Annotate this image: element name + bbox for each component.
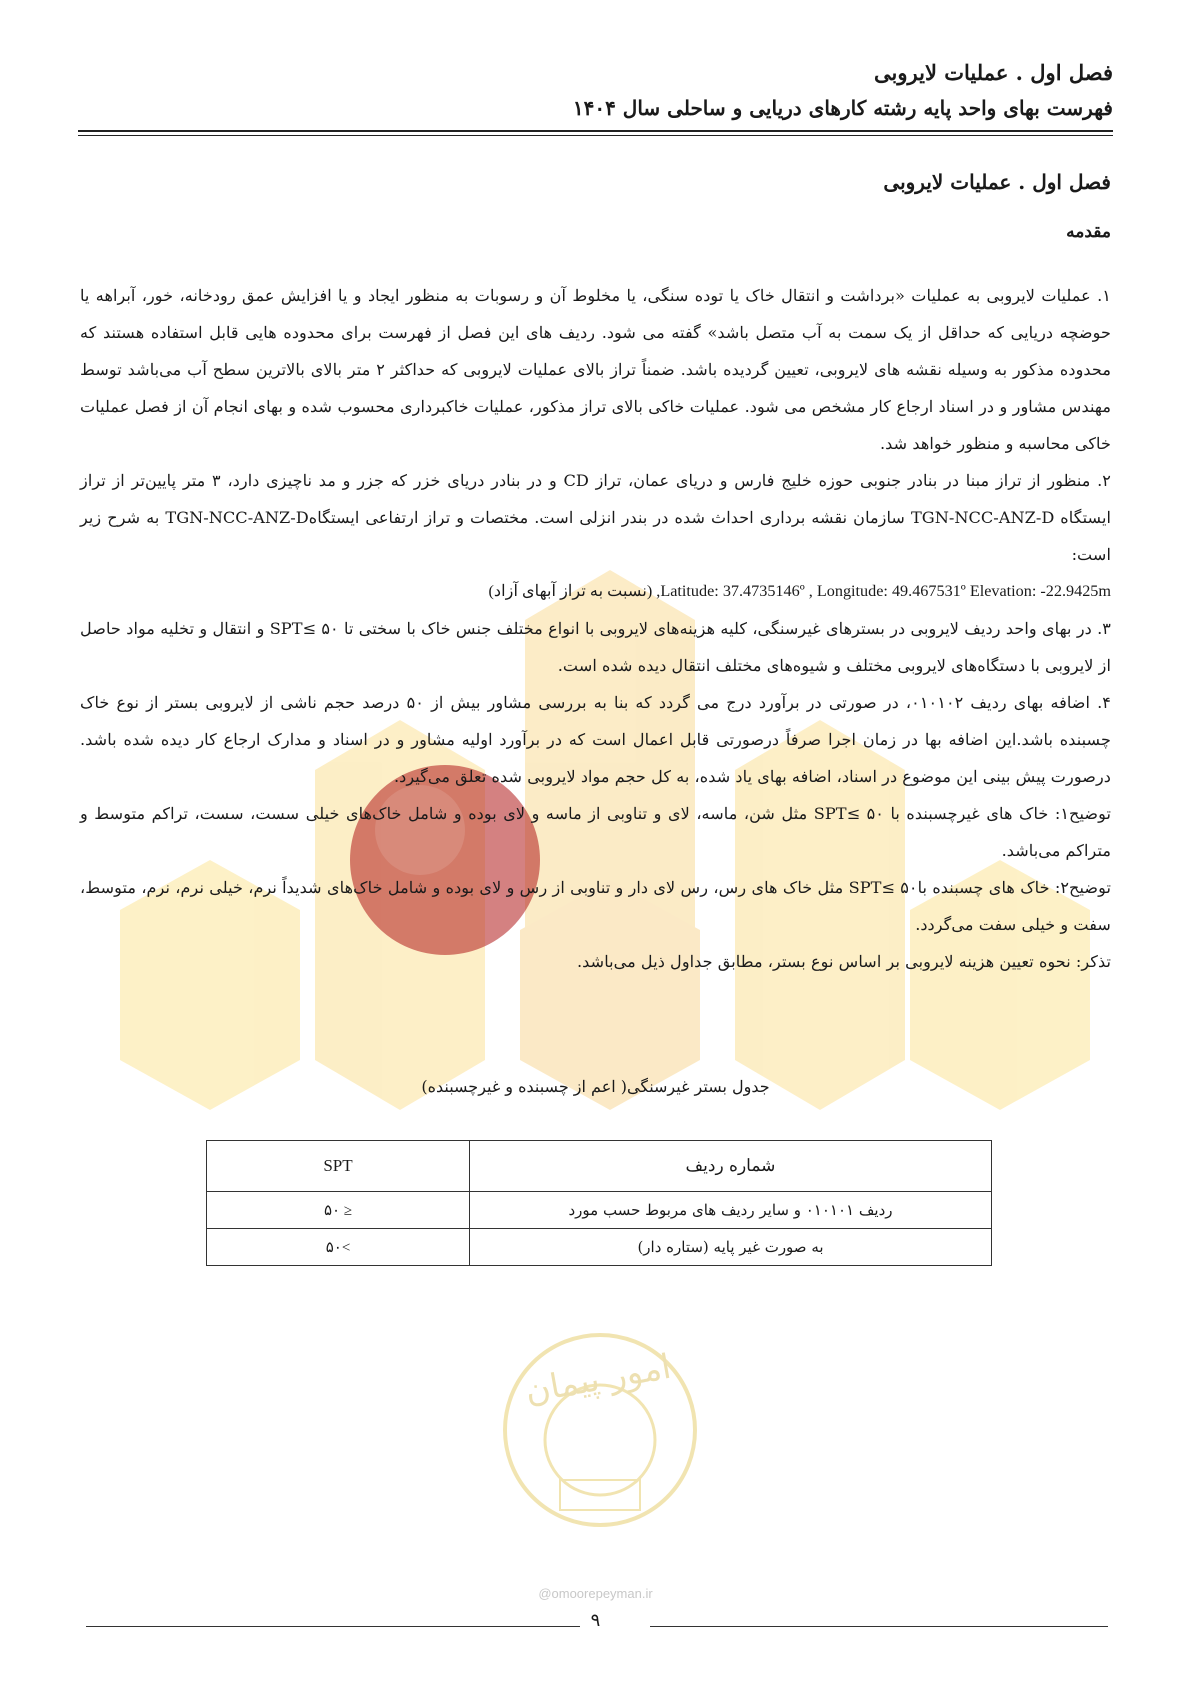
watermark-website: @omoorepeyman.ir [538,1586,653,1601]
footer-rule-left [86,1626,580,1627]
svg-text:امور پیمان: امور پیمان [522,1346,675,1412]
table-header-row [207,1141,992,1192]
header-rule-thin [78,135,1113,136]
paragraph-2: ۲. منظور از تراز مبنا در بنادر جنوبی حوزه خلیج فارس و دریای عمان، تراز CD و در بنادر دریای خزر که جزر و مد ناچیزی دارد، ۳ متر پایین‌تر از تراز ایستگاه TGN-NCC-ANZ-D سازمان نقشه برداری احداث شده در بندر انزلی است. مختصات و تراز ارتفاعی ایستگاهTGN-NCC-ANZ-D به شرح زیر است: [80,471,1111,564]
header-spt: SPT [207,1141,470,1192]
reminder: تذکر: نحوه تعیین هزینه لایروبی بر اساس نوع بستر، مطابق جداول ذیل می‌باشد. [576,952,1111,971]
table-row [207,1192,992,1229]
paragraph-3: ۳. در بهای واحد ردیف لایروبی در بسترهای غیرسنگی، کلیه هزینه‌های لایروبی با انواع مختلف جنس خاک با سختی تا ۵۰ ≥SPT و انتقال و تخلیه مواد حاصل از لایروبی با دستگاه‌های لایروبی مختلف و شیوه‌های مختلف انتقال دیده شده است. [80,619,1111,675]
station-coordinates: Latitude: 37.4735146º , Longitude: 49.467531º Elevation: -22.9425m, (نسبت به تراز آبهای آزاد) [488,582,1111,600]
page-number: ۹ [590,1610,601,1631]
spt-table [206,1140,992,1266]
paragraph-1: ۱. عملیات لایروبی به عملیات «برداشت و انتقال خاک یا توده سنگی، یا مخلوط آن و رسوبات به منظور ایجاد و یا افزایش عمق رودخانه، خور، آبراهه یا حوضچه دریایی که حداقل از یک سمت به آب متصل باشد» گفته می شود. ردیف های این فصل از فهرست برای محدوده هایی قابل استفاده هستند که محدوده مذکور به وسیله نقشه های لایروبی، تعیین گردیده باشد. ضمناً تراز بالای عملیات لایروبی که حداکثر ۲ متر بالای بالاترین سطح آب می‌باشد توسط مهندس مشاور و در اسناد ارجاع کار مشخص می شود. عملیات خاکی بالای تراز مذکور، عملیات خاکبرداری محسوب شده و بهای انجام آن از فصل عملیات خاکی محاسبه و منظور خواهد شد. [80,286,1112,453]
intro-heading: مقدمه [1066,222,1111,242]
header-row-number: شماره ردیف [470,1141,992,1192]
header-rule-thick [78,130,1113,132]
paragraph-4: ۴. اضافه بهای ردیف ۰۱۰۱۰۲، در صورتی در برآورد درج می گردد که بنا به بررسی مشاور بیش از ۵۰ درصد حجم ناشی از لایروبی بستر از نوع خاک چسبنده باشد.این اضافه بها در زمان اجرا صرفاً درصورتی قابل اعمال است که در برآورد اولیه مشاور و در اسناد و مدارک ارجاع کار دیده شده باشد. درصورت پیش بینی این موضوع در اسناد، اضافه بهای یاد شده، به کل حجم مواد لایروبی شده تعلق می‌گیرد. [80,693,1111,786]
table-row [207,1229,992,1266]
cell-row-number: ردیف ۰۱۰۱۰۱ و سایر ردیف های مربوط حسب مورد [470,1192,992,1229]
header-document-title: فهرست بهای واحد پایه رشته کارهای دریایی و ساحلی سال ۱۴۰۴ [572,96,1113,120]
table-title: جدول بستر غیرسنگی( اعم از چسبنده و غیرچسبنده) [421,1077,770,1096]
cell-row-number: به صورت غیر پایه (ستاره دار) [470,1229,992,1266]
cell-spt: >۵۰ [207,1229,470,1266]
cell-spt: ≤ ۵۰ [207,1192,470,1229]
footer-rule-right [650,1626,1108,1627]
header-chapter-title: فصل اول . عملیات لایروبی [874,60,1113,85]
note-2: توضیح۲: خاک های چسبنده با۵۰ ≥SPT مثل خاک های رس، رس لای دار و تناوبی از رس و لای بوده و شامل خاک‌های شدیداً نرم، خیلی نرم، نرم، متوسط، سفت و خیلی سفت می‌گردد. [80,878,1111,934]
body-text [80,277,1111,980]
section-title: فصل اول . عملیات لایروبی [883,170,1111,194]
note-1: توضیح۱: خاک های غیرچسبنده با ۵۰ ≥SPT مثل شن، ماسه، لای و تناوبی از ماسه و لای بوده و شامل خاک‌های خیلی سست، سست، تراکم متوسط و متراکم می‌باشد. [80,804,1111,860]
